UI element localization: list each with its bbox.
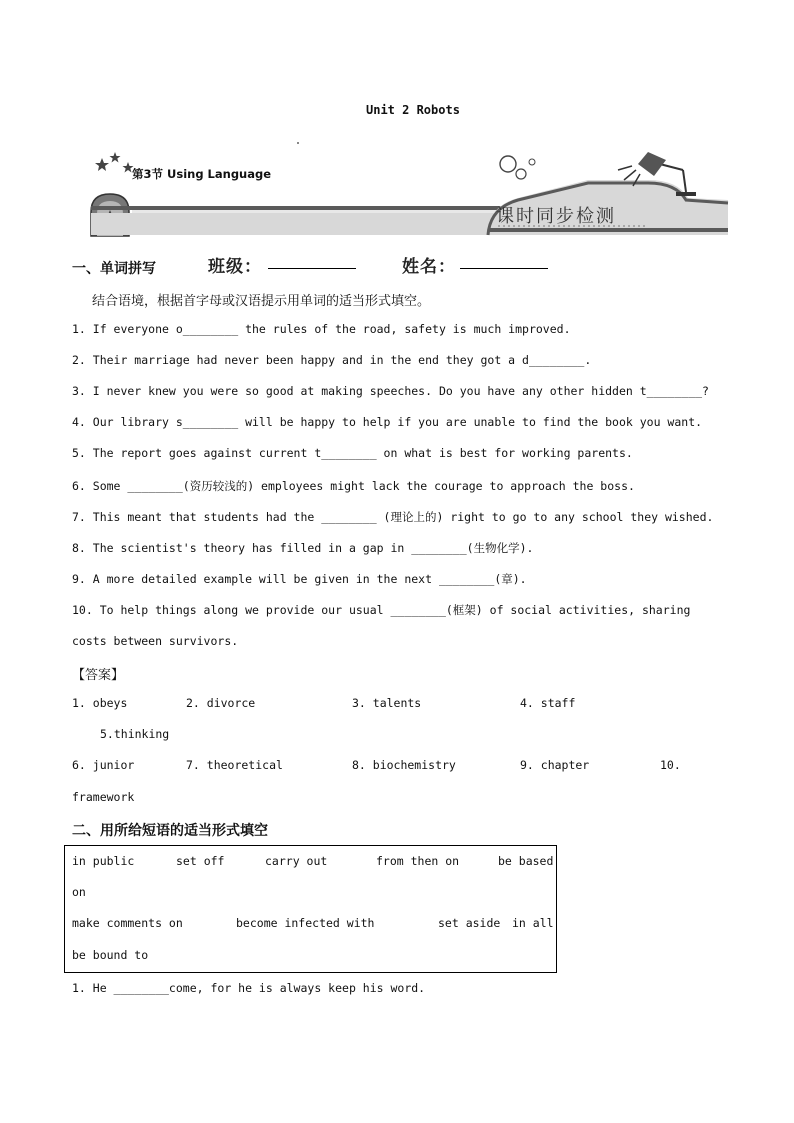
phrase: set aside <box>438 916 501 930</box>
question-2: 2. Their marriage had never been happy and in the end they got a d________. <box>72 353 592 367</box>
answer-7: 7. theoretical <box>186 758 283 772</box>
question-8: 8. The scientist's theory has filled in a gap in ________(生物化学). <box>72 541 534 555</box>
answer-10: 10. <box>660 758 681 772</box>
phrase: be bound to <box>72 948 149 962</box>
class-label: 班级： <box>208 257 262 277</box>
answer-6: 6. junior <box>72 758 135 772</box>
answer-9: 9. chapter <box>520 758 590 772</box>
answers-heading: 【答案】 <box>72 668 125 683</box>
answer-2: 2. divorce <box>186 696 256 710</box>
section2-heading: 二、用所给短语的适当形式填空 <box>72 823 268 839</box>
answer-5: 5.thinking <box>100 727 170 741</box>
phrase: in public <box>72 854 135 868</box>
section1-heading: 一、单词拼写 <box>72 261 156 277</box>
section2-question-1: 1. He ________come, for he is always keep his word. <box>72 981 426 995</box>
phrase: carry out <box>265 854 328 868</box>
answer-10-cont: framework <box>72 790 135 804</box>
lesson-title: 第3节 Using Language <box>132 167 272 181</box>
question-3: 3. I never knew you were so good at making speeches. Do you have any other hidden t________? <box>72 384 709 398</box>
lesson-banner <box>88 150 733 240</box>
phrase: from then on <box>376 854 460 868</box>
phrase: set off <box>176 854 225 868</box>
phrase: be based <box>498 854 554 868</box>
name-label: 姓名： <box>402 257 456 277</box>
question-5: 5. The report goes against current t________ on what is best for working parents. <box>72 446 633 460</box>
answer-3: 3. talents <box>352 696 422 710</box>
speck <box>297 142 299 144</box>
phrase: become infected with <box>236 916 375 930</box>
question-10-cont: costs between survivors. <box>72 634 239 648</box>
question-4: 4. Our library s________ will be happy to help if you are unable to find the book you want. <box>72 415 703 429</box>
star-icon <box>95 158 109 171</box>
answer-8: 8. biochemistry <box>352 758 456 772</box>
question-1: 1. If everyone o________ the rules of the road, safety is much improved. <box>72 322 571 336</box>
star-icon <box>110 152 121 163</box>
answer-4: 4. staff <box>520 696 576 710</box>
phrase: make comments on <box>72 916 183 930</box>
question-10: 10. To help things along we provide our usual ________(框架) of social activities, sharing <box>72 603 691 617</box>
question-7: 7. This meant that students had the ________ (理论上的) right to go to any school they wished. <box>72 510 714 524</box>
class-field[interactable] <box>268 268 356 269</box>
phrase: on <box>72 885 86 899</box>
question-6: 6. Some ________(资历较浅的) employees might lack the courage to approach the boss. <box>72 479 635 493</box>
page-title: Unit 2 Robots <box>366 103 460 117</box>
question-9: 9. A more detailed example will be given in the next ________(章). <box>72 572 527 586</box>
phrase: in all <box>512 916 554 930</box>
instruction: 结合语境，根据首字母或汉语提示用单词的适当形式填空。 <box>92 294 431 309</box>
banner-title: 课时同步检测 <box>496 206 616 227</box>
answer-1: 1. obeys <box>72 696 128 710</box>
name-field[interactable] <box>460 268 548 269</box>
